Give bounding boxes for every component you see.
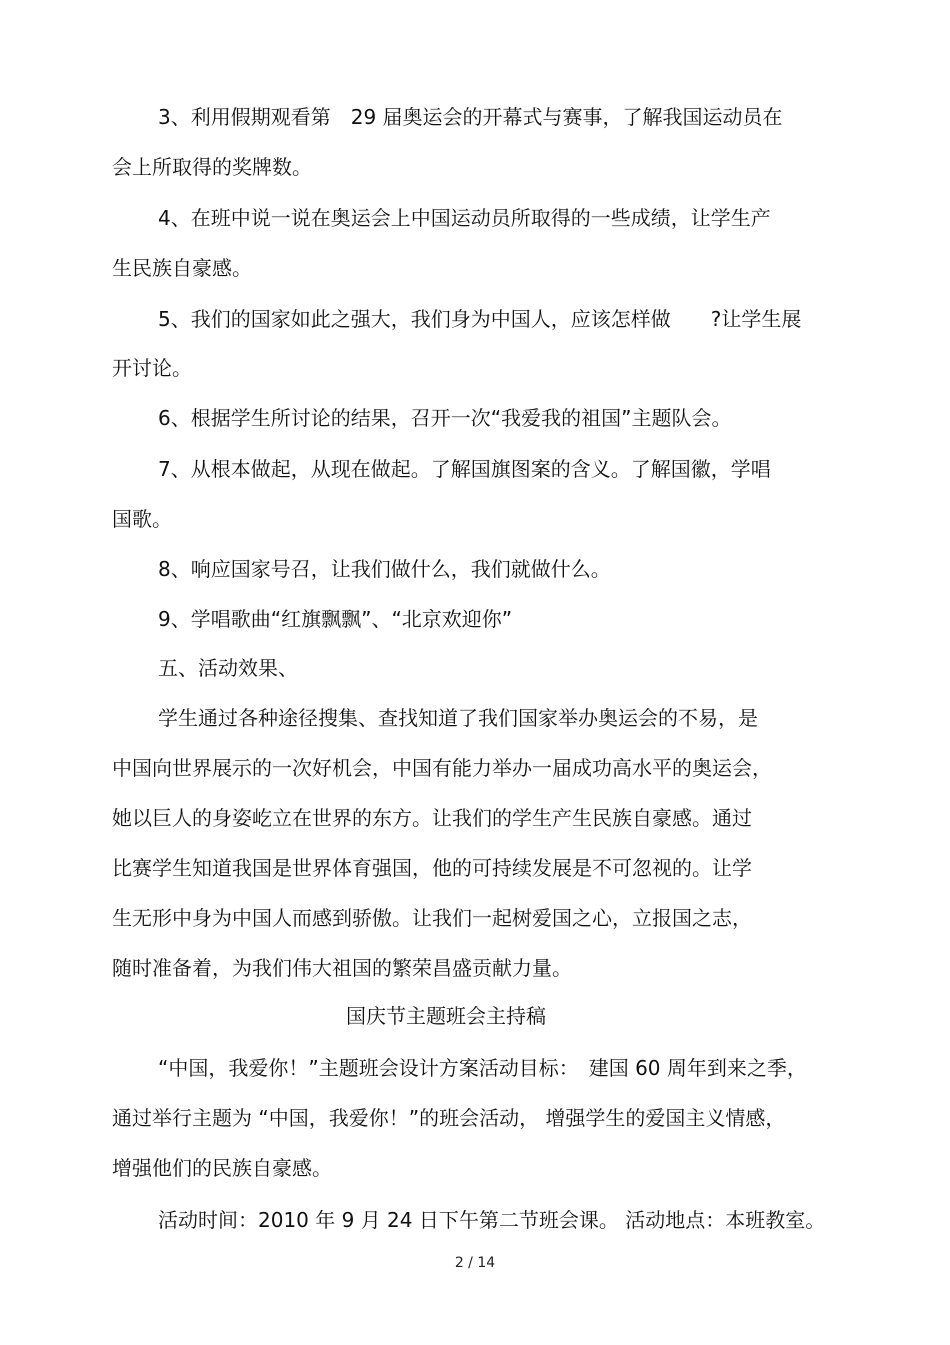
document-title: 国庆节主题班会主持稿 bbox=[346, 1004, 546, 1028]
paragraph-line: 随时准备着，为我们伟大祖国的繁荣昌盛贡献力量。 bbox=[112, 956, 572, 980]
section-heading: 五、活动效果、 bbox=[158, 656, 298, 680]
paragraph-line: 国歌。 bbox=[112, 507, 172, 531]
paragraph-line: 3、利用假期观看第 29 届奥运会的开幕式与赛事，了解我国运动员在 bbox=[158, 105, 783, 129]
paragraph-line: 会上所取得的奖牌数。 bbox=[112, 155, 312, 179]
paragraph-line: 4、在班中说一说在奥运会上中国运动员所取得的一些成绩，让学生产 bbox=[158, 206, 771, 230]
paragraph-line: 生民族自豪感。 bbox=[112, 256, 252, 280]
paragraph-line: 9、学唱歌曲“红旗飘飘”、“北京欢迎你” bbox=[158, 607, 513, 631]
paragraph-line: “中国，我爱你！”主题班会设计方案活动目标： 建国 60 周年到来之季， bbox=[158, 1056, 807, 1080]
paragraph-line: 增强他们的民族自豪感。 bbox=[112, 1156, 332, 1180]
paragraph-line: 5、我们的国家如此之强大，我们身为中国人，应该怎样做 ?让学生展 bbox=[158, 307, 802, 331]
paragraph-line: 比赛学生知道我国是世界体育强国，他的可持续发展是不可忽视的。让学 bbox=[112, 856, 752, 880]
paragraph-line: 8、响应国家号召，让我们做什么，我们就做什么。 bbox=[158, 557, 611, 581]
paragraph-line: 通过举行主题为 “中国，我爱你！”的班会活动， 增强学生的爱国主义情感， bbox=[112, 1106, 786, 1130]
paragraph-line: 中国向世界展示的一次好机会，中国有能力举办一届成功高水平的奥运会， bbox=[112, 756, 772, 780]
paragraph-line: 学生通过各种途径搜集、查找知道了我们国家举办奥运会的不易，是 bbox=[158, 706, 758, 730]
page-number: 2 / 14 bbox=[454, 1255, 496, 1271]
paragraph-line: 开讨论。 bbox=[112, 356, 192, 380]
paragraph-line: 生无形中身为中国人而感到骄傲。让我们一起树爱国之心，立报国之志， bbox=[112, 906, 752, 930]
paragraph-line: 6、根据学生所讨论的结果，召开一次“我爱我的祖国”主题队会。 bbox=[158, 406, 732, 430]
paragraph-line: 7、从根本做起，从现在做起。了解国旗图案的含义。了解国徽，学唱 bbox=[158, 457, 771, 481]
paragraph-line: 她以巨人的身姿屹立在世界的东方。让我们的学生产生民族自豪感。通过 bbox=[112, 806, 752, 830]
paragraph-line: 活动时间：2010 年 9 月 24 日下午第二节班会课。 活动地点：本班教室。 bbox=[158, 1208, 826, 1232]
